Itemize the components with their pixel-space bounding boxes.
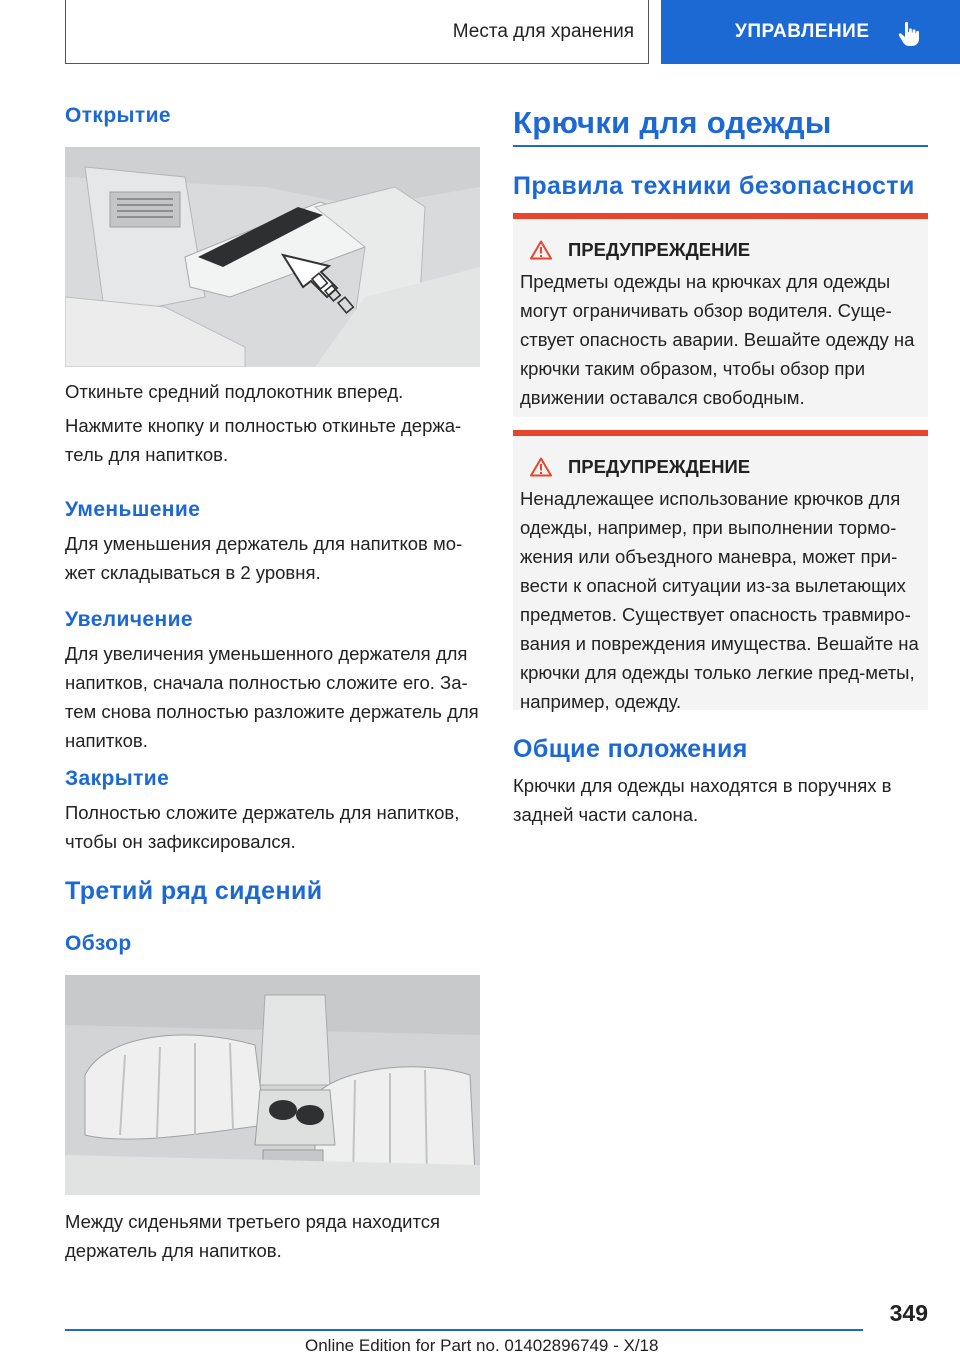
- general-text: Крючки для одежды находятся в поручнях в задней части салона.: [513, 775, 892, 825]
- footer-divider: [65, 1329, 863, 1331]
- general-heading: Общие положения: [513, 735, 748, 763]
- enlarge-heading: Увеличение: [65, 608, 193, 631]
- warning-1-header: [520, 239, 920, 261]
- chapter-tab: [661, 0, 960, 64]
- reduce-heading: Уменьшение: [65, 498, 201, 521]
- opening-heading-wrap: [65, 104, 480, 128]
- third-row-illustration: [65, 975, 480, 1195]
- overview-block: [65, 932, 480, 956]
- enlarge-block: [65, 608, 480, 755]
- warning-box-2: [513, 430, 928, 710]
- section-title: Места для хранения: [452, 20, 634, 42]
- third-row-photo: [65, 975, 480, 1195]
- close-text: Полностью сложите держатель для напитков, чтобы он зафиксировался.: [65, 802, 460, 852]
- warning-1-text: Предметы одежды на крючках для одежды могут ограничивать обзор водителя. Суще-ствует опасность аварии. Вешайте одежду на крючки таким образом, чтобы обзор при движении оставался свободным.: [520, 271, 915, 408]
- overview-heading: Обзор: [65, 932, 132, 955]
- opening-heading: Открытие: [65, 104, 171, 127]
- warning-triangle-icon: [530, 240, 552, 260]
- third-row-heading: Третий ряд сидений: [65, 877, 323, 905]
- page-number: 349: [889, 1300, 928, 1326]
- reduce-block: [65, 498, 480, 587]
- running-header: [65, 0, 649, 64]
- chapter-heading-wrap: [513, 105, 928, 141]
- enlarge-text: Для увеличения уменьшенного держателя для напитков, сначала полностью сложите его. За-тем снова полностью разложите держатель для напитков.: [65, 643, 479, 751]
- warning-triangle-icon: [530, 457, 552, 477]
- edition-note: Online Edition for Part no. 01402896749 - X/18: [305, 1336, 659, 1355]
- safety-heading: Правила техники безопасности: [513, 172, 915, 200]
- warning-box-1: [513, 213, 928, 417]
- third-row-block: [65, 877, 480, 906]
- warning-1-title: ПРЕДУПРЕЖДЕНИЕ: [568, 239, 751, 260]
- close-block: [65, 767, 480, 856]
- opening-step-2: Нажмите кнопку и полностью откиньте держа-тель для напитков.: [65, 415, 462, 465]
- opening-step-1: Откиньте средний подлокотник вперед.: [65, 381, 404, 402]
- overview-text-wrap: [65, 1207, 480, 1265]
- chapter-tab-label: УПРАВЛЕНИЕ: [735, 21, 870, 42]
- reduce-text: Для уменьшения держатель для напитков мо-жет складываться в 2 уровня.: [65, 533, 463, 583]
- chapter-heading: Крючки для одежды: [513, 105, 832, 140]
- opening-text: [65, 377, 480, 469]
- close-heading: Закрытие: [65, 767, 170, 790]
- armrest-photo: [65, 147, 480, 367]
- warning-2-title: ПРЕДУПРЕЖДЕНИЕ: [568, 456, 751, 477]
- armrest-illustration: [65, 147, 480, 367]
- warning-2-text: Ненадлежащее использование крючков для одежды, например, при выполнении тормо-жения или объездного маневра, может при-вести к опасной ситуации из-за вылетающих предметов. Существует опасность травмиро-вания и повреждения имущества. Вешайте на крючки для одежды только легкие пред-меты, например, одежду.: [520, 488, 919, 712]
- overview-text: Между сиденьями третьего ряда находится держатель для напитков.: [65, 1211, 441, 1261]
- safety-heading-wrap: [513, 172, 928, 201]
- hand-pointer-icon: [895, 20, 923, 48]
- chapter-divider: [513, 145, 928, 147]
- warning-2-header: [520, 456, 920, 478]
- general-block: [513, 735, 928, 829]
